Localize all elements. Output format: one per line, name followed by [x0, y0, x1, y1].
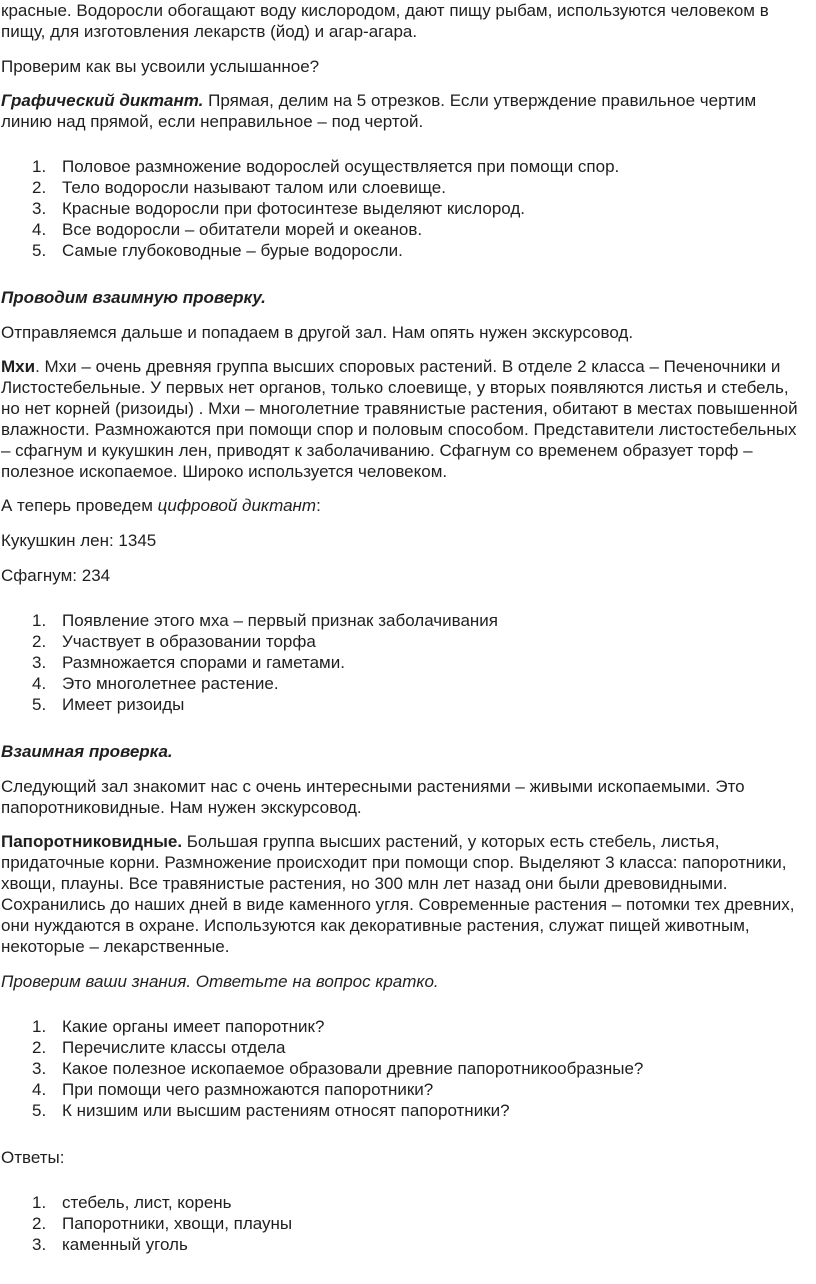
list-item [1, 177, 806, 198]
mosses-paragraph [1, 356, 806, 482]
list-number: 2. [32, 632, 47, 651]
dictation-statements-list [1, 156, 806, 261]
list-item [1, 1100, 806, 1121]
list-number: 5. [32, 695, 47, 714]
list-number: 1. [32, 1017, 47, 1036]
list-text: Все водоросли – обитатели морей и океанов. [62, 220, 423, 239]
list-item [1, 240, 806, 261]
list-number: 3. [32, 653, 47, 672]
list-item [1, 1234, 806, 1255]
list-text: Участвует в образовании торфа [62, 632, 316, 651]
list-number: 1. [32, 157, 47, 176]
list-number: 1. [32, 611, 47, 630]
list-item [1, 1213, 806, 1234]
list-number: 2. [32, 1038, 47, 1057]
list-number: 4. [32, 674, 47, 693]
check-knowledge-paragraph: Проверим ваши знания. Ответьте на вопрос кратко. [1, 972, 439, 991]
list-item [1, 1192, 806, 1213]
list-item [1, 156, 806, 177]
list-text: При помощи чего размножаются папоротники? [62, 1080, 434, 1099]
list-text: Это многолетнее растение. [62, 674, 279, 693]
list-item [1, 694, 806, 715]
list-item [1, 652, 806, 673]
answers-label: Ответы: [1, 1148, 65, 1167]
digital-dictation-suffix: : [316, 496, 321, 515]
graphic-dictation-title: Графический диктант. [1, 91, 204, 110]
list-text: каменный уголь [62, 1235, 188, 1254]
list-text: Размножается спорами и гаметами. [62, 653, 345, 672]
list-text: Папоротники, хвощи, плауны [62, 1214, 293, 1233]
next-hall-paragraph-2: Следующий зал знакомит нас с очень интересными растениями – живыми ископаемыми. Это папоротниковидные. Нам нужен экскурсовод. [1, 777, 745, 817]
graphic-dictation-text: Прямая, делим на 5 отрезков. Если утверждение правильное чертим линию над прямой, если неправильное – под чертой. [1, 91, 757, 131]
list-text: стебель, лист, корень [62, 1193, 232, 1212]
list-number: 4. [32, 220, 47, 239]
list-text: Перечислите классы отдела [62, 1038, 286, 1057]
digital-dictation-prefix: А теперь проведем [1, 496, 158, 515]
ferns-paragraph [1, 831, 806, 957]
sphagnum-answer: Сфагнум: 234 [1, 566, 111, 585]
list-item [1, 610, 806, 631]
list-text: Тело водоросли называют талом или слоевище. [62, 178, 446, 197]
list-text: Красные водоросли при фотосинтезе выделяют кислород. [62, 199, 526, 218]
list-text: Появление этого мха – первый признак заболачивания [62, 611, 499, 630]
list-item [1, 1079, 806, 1100]
list-text: К низшим или высшим растениям относят папоротники? [62, 1101, 510, 1120]
list-item [1, 1037, 806, 1058]
list-number: 5. [32, 241, 47, 260]
list-text: Половое размножение водорослей осуществляется при помощи спор. [62, 157, 620, 176]
answers-list [1, 1192, 806, 1255]
list-item [1, 673, 806, 694]
check-heard-paragraph: Проверим как вы усвоили услышанное? [1, 57, 320, 76]
list-text: Самые глубоководные – бурые водоросли. [62, 241, 403, 260]
intro-paragraph: красные. Водоросли обогащают воду кислородом, дают пищу рыбам, используются человеком в пищу, для изготовления лекарств (йод) и агар-агара. [1, 1, 769, 41]
list-text: Какие органы имеет папоротник? [62, 1017, 325, 1036]
list-number: 2. [32, 1214, 47, 1233]
list-item [1, 1016, 806, 1037]
digital-dictation-paragraph [1, 495, 806, 516]
list-item [1, 219, 806, 240]
graphic-dictation-paragraph [1, 90, 806, 132]
fern-questions-list [1, 1016, 806, 1121]
mutual-check-heading-1: Проводим взаимную проверку. [1, 288, 266, 307]
next-hall-paragraph-1: Отправляемся дальше и попадаем в другой зал. Нам опять нужен экскурсовод. [1, 323, 634, 342]
list-number: 4. [32, 1080, 47, 1099]
list-number: 5. [32, 1101, 47, 1120]
list-number: 2. [32, 178, 47, 197]
list-text: Имеет ризоиды [62, 695, 185, 714]
kukushkin-answer: Кукушкин лен: 1345 [1, 531, 157, 550]
list-item [1, 198, 806, 219]
list-item [1, 1058, 806, 1079]
moss-dictation-list [1, 610, 806, 715]
mutual-check-heading-2: Взаимная проверка. [1, 742, 173, 761]
list-number: 1. [32, 1193, 47, 1212]
list-item [1, 631, 806, 652]
list-number: 3. [32, 199, 47, 218]
list-number: 3. [32, 1059, 47, 1078]
mosses-title: Мхи [1, 357, 36, 376]
list-text: Какое полезное ископаемое образовали древние папоротникообразные? [62, 1059, 644, 1078]
digital-dictation-italic: цифровой диктант [157, 496, 317, 515]
ferns-text: Большая группа высших растений, у которых есть стебель, листья, придаточные корни. Размножение происходит при помощи спор. Выделяют 3 класса: папоротники, хвощи, плауны. Все травянистые растения, но 300 млн лет назад они были древовидными. Сохранились до наших дней в виде каменного угля. Современные растения – потомки тех древних, они нуждаются в охране. Используются как декоративные растения, служат пищей животным, некоторые – лекарственные. [1, 832, 795, 956]
ferns-title: Папоротниковидные. [1, 832, 183, 851]
list-number: 3. [32, 1235, 47, 1254]
mosses-text: . Мхи – очень древняя группа высших споровых растений. В отделе 2 класса – Печеночники и Листостебельные. У первых нет органов, только слоевище, у вторых появляются листья и стебель, но нет корней (ризоиды) . Мхи – многолетние травянистые растения, обитают в местах повышенной влажности. Размножаются при помощи спор и половым способом. Представители листостебельных – сфагнум и кукушкин лен, приводят к заболачиванию. Сфагнум со временем образует торф – полезное ископаемое. Широко используется человеком. [1, 357, 798, 481]
